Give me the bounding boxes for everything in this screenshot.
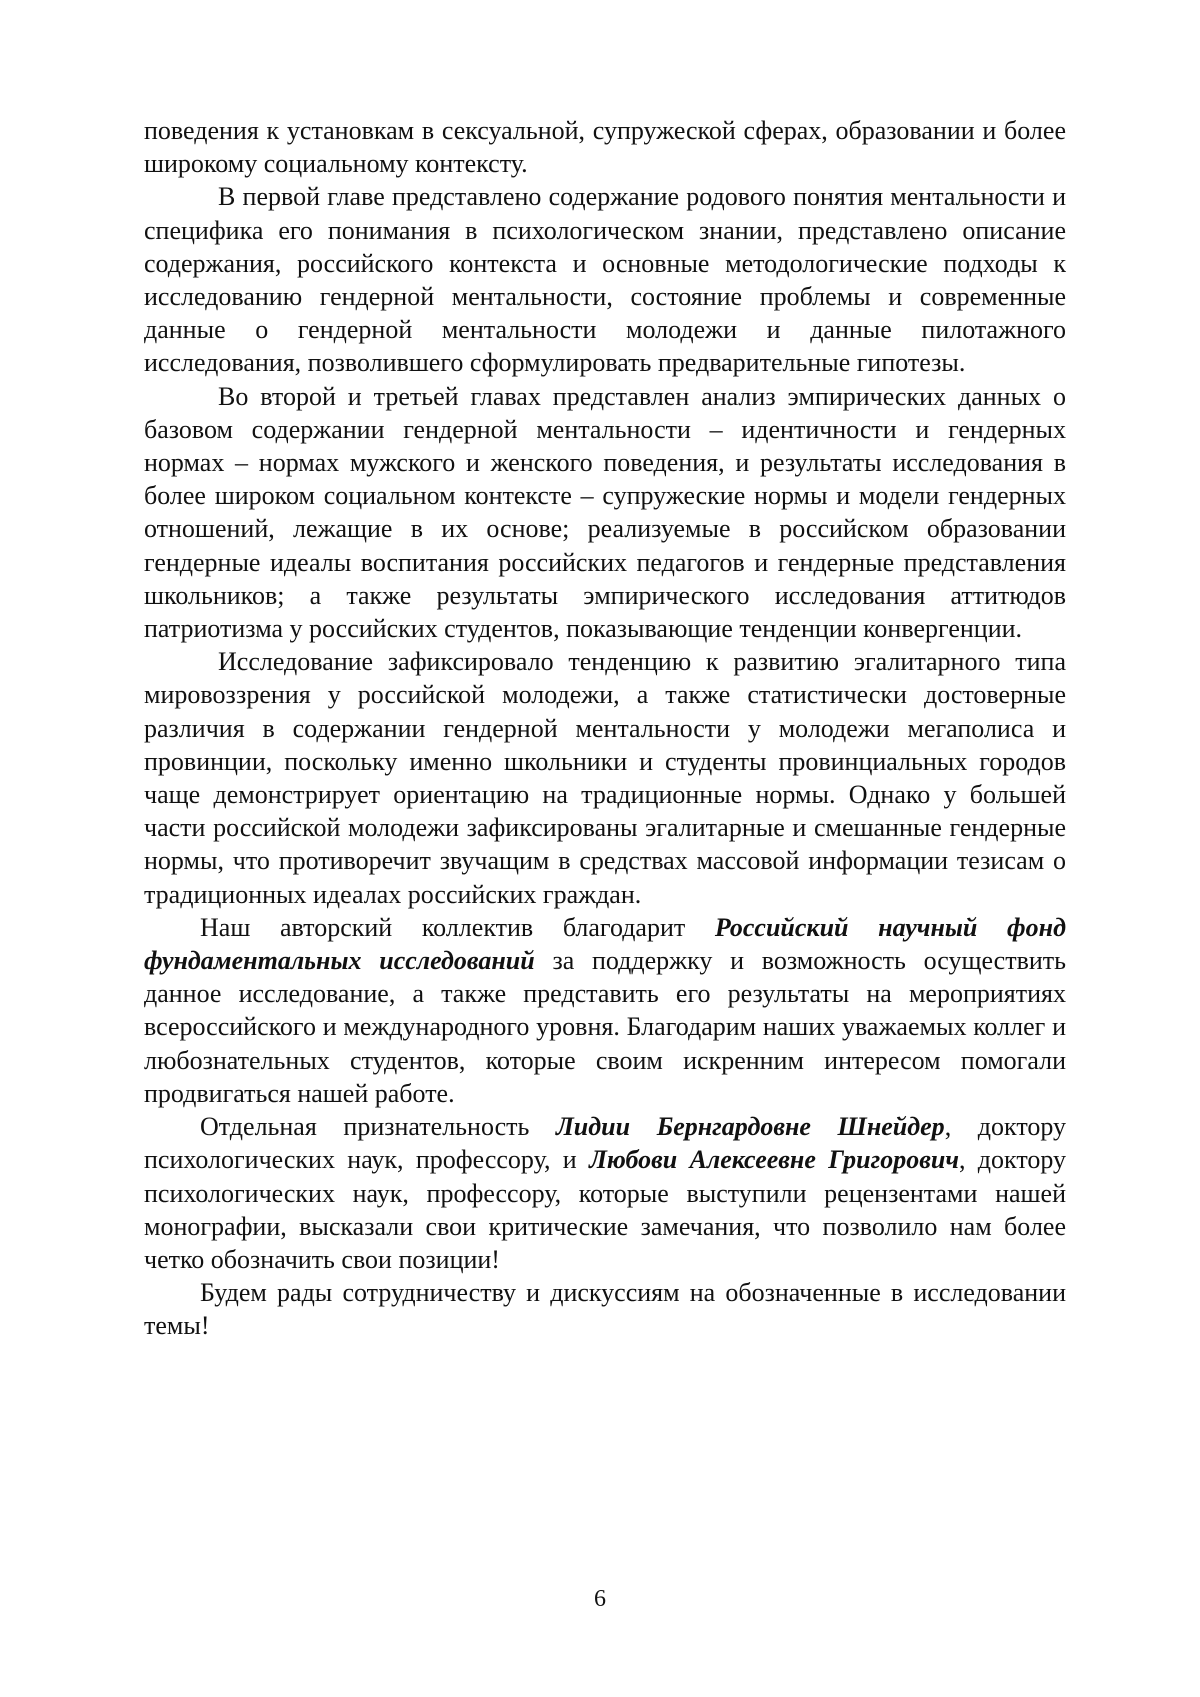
- paragraph-acknowledgement-reviewers: [144, 1110, 1066, 1276]
- text-segment: за поддержку и возможность осуществить данное исследование, а также представить его результаты на мероприятиях всероссийского и международного уровня. Благодарим наших уважаемых коллег и любознательных студентов, которые своим искренним интересом помогали продвигаться нашей работе.: [144, 946, 1066, 1108]
- text-segment: Отдельная признательность: [200, 1112, 556, 1142]
- paragraph-first-chapter: В первой главе представлено содержание родового понятия ментальности и специфика его понимания в психологическом знании, представлено описание содержания, российского контекста и основные методологические подходы к исследованию гендерной ментальности, состояние проблемы и современные данные о гендерной ментальности молодежи и данные пилотажного исследования, позволившего сформулировать предварительные гипотезы.: [144, 182, 1066, 378]
- page-number: 6: [594, 1586, 606, 1612]
- paragraph-research-findings: Исследование зафиксировало тенденцию к развитию эгалитарного типа мировоззрения у российской молодежи, а также статистически достоверные различия в содержании гендерной ментальности у молодежи мегаполиса и провинции, поскольку именно школьники и студенты провинциальных городов чаще демонстрирует ориентацию на традиционные нормы. Однако у большей части российской молодежи зафиксированы эгалитарные и смешанные гендерные нормы, что противоречит звучащим в средствах массовой информации тезисам о традиционных идеалах российских граждан.: [144, 647, 1066, 909]
- paragraph-continuation: поведения к установкам в сексуальной, супружеской сферах, образовании и более широкому социальному контексту.: [144, 116, 1066, 179]
- reviewer-name-emphasis: Любови Алексеевне Григорович: [589, 1145, 959, 1175]
- paragraph-closing: Будем рады сотрудничеству и дискуссиям на обозначенные в исследовании темы!: [144, 1278, 1066, 1341]
- text-segment: , доктору психологических наук, профессору, и: [144, 1112, 1066, 1175]
- text-segment: Наш авторский коллектив благодарит: [200, 912, 715, 942]
- text-segment: , доктору психологических наук, профессору, которые выступили рецензентами нашей монографии, высказали свои критические замечания, что позволило нам более четко обозначить свои позиции!: [144, 1145, 1067, 1274]
- paragraph-second-third-chapters: Во второй и третьей главах представлен анализ эмпирических данных о базовом содержании гендерной ментальности – идентичности и гендерных нормах – нормах мужского и женского поведения, и результаты исследования в более широком социальном контексте – супружеские нормы и модели гендерных отношений, лежащие в их основе; реализуемые в российском образовании гендерные идеалы воспитания российских педагогов и гендерные представления школьников; а также результаты эмпирического исследования аттитюдов патриотизма у российских студентов, показывающие тенденции конвергенции.: [144, 381, 1066, 644]
- body-text: [144, 114, 1066, 1343]
- paragraph-acknowledgement-fund: [144, 911, 1066, 1110]
- fund-name-emphasis: Российский научный фонд фундаментальных исследований: [144, 912, 1066, 976]
- reviewer-name-emphasis: Лидии Бернгардовне Шнейдер: [555, 1112, 945, 1142]
